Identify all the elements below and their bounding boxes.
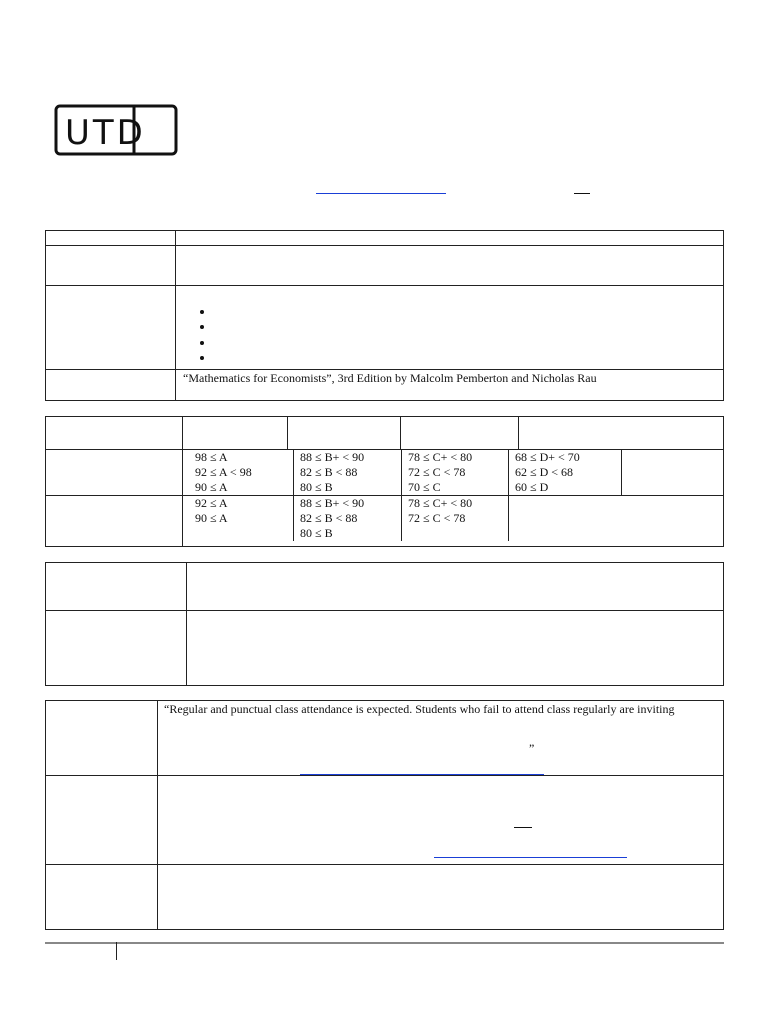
grade-item: 80 ≤ B <box>300 526 333 540</box>
grading-col-divider <box>621 449 622 495</box>
grade-item: 88 ≤ B+ < 90 <box>300 496 365 510</box>
course-info-row-divider <box>45 245 724 246</box>
grade-list-d-row1 <box>515 450 580 495</box>
grade-list-c-row2 <box>408 496 472 526</box>
policy-table-1-col-divider <box>186 562 187 686</box>
header-short-line <box>574 193 590 194</box>
footer-divider <box>116 942 117 960</box>
grading-col-divider <box>508 449 509 541</box>
course-info-row-divider <box>45 285 724 286</box>
grading-row-divider <box>45 495 724 496</box>
grade-item: 88 ≤ B+ < 90 <box>300 450 365 464</box>
course-info-col-divider <box>175 230 176 401</box>
policy-table-1-row-divider <box>45 610 724 611</box>
policy-table-2-col-divider <box>157 700 158 930</box>
policy-table-2-row-divider <box>45 775 724 776</box>
grade-item: 82 ≤ B < 88 <box>300 465 358 479</box>
grading-table <box>45 416 724 547</box>
grade-item: 92 ≤ A < 98 <box>195 465 252 479</box>
grade-list-b-row1 <box>300 450 364 495</box>
utd-logo-text: UTD <box>65 113 146 153</box>
list-bullet <box>200 325 204 329</box>
list-bullet <box>200 356 204 360</box>
grade-list-a-row2 <box>195 496 228 526</box>
grading-row-divider <box>45 449 724 450</box>
grade-item: 90 ≤ A <box>195 480 228 494</box>
grading-col-divider <box>518 416 519 449</box>
utd-logo <box>54 104 178 156</box>
grading-col-divider <box>400 416 401 449</box>
list-bullet <box>200 341 204 345</box>
grade-item: 82 ≤ B < 88 <box>300 511 358 525</box>
policy-table-2-row-divider <box>45 864 724 865</box>
policy-short-line <box>514 827 532 828</box>
textbook-text: “Mathematics for Economists”, 3rd Edition by Malcolm Pemberton and Nicholas Rau <box>183 371 597 385</box>
grade-item: 78 ≤ C+ < 80 <box>408 496 473 510</box>
grading-col-divider <box>293 449 294 541</box>
grade-list-b-row2 <box>300 496 364 541</box>
attendance-link-underline[interactable] <box>300 774 544 775</box>
policy-table-2 <box>45 700 724 930</box>
footer-rule <box>45 942 724 944</box>
attendance-close-quote: ” <box>529 741 535 755</box>
course-info-row-divider <box>45 369 724 370</box>
grade-list-a-row1 <box>195 450 252 495</box>
grading-col-divider <box>182 416 183 547</box>
grade-list-c-row1 <box>408 450 472 495</box>
grade-item: 90 ≤ A <box>195 511 228 525</box>
grade-item: 78 ≤ C+ < 80 <box>408 450 473 464</box>
grade-item: 60 ≤ D <box>515 480 549 494</box>
grade-item: 98 ≤ A <box>195 450 228 464</box>
grading-col-divider <box>287 416 288 449</box>
grade-item: 68 ≤ D+ < 70 <box>515 450 580 464</box>
grading-col-divider <box>401 449 402 541</box>
grade-item: 72 ≤ C < 78 <box>408 511 466 525</box>
grade-item: 80 ≤ B <box>300 480 333 494</box>
header-link-underline[interactable] <box>316 193 446 194</box>
list-bullet <box>200 310 204 314</box>
attendance-text: “Regular and punctual class attendance is expected. Students who fail to attend class regularly are inviting <box>164 702 675 716</box>
grade-item: 72 ≤ C < 78 <box>408 465 466 479</box>
policy-link-underline[interactable] <box>434 857 627 858</box>
policy-table-1 <box>45 562 724 686</box>
grade-item: 70 ≤ C <box>408 480 441 494</box>
grade-item: 62 ≤ D < 68 <box>515 465 574 479</box>
grade-item: 92 ≤ A <box>195 496 228 510</box>
